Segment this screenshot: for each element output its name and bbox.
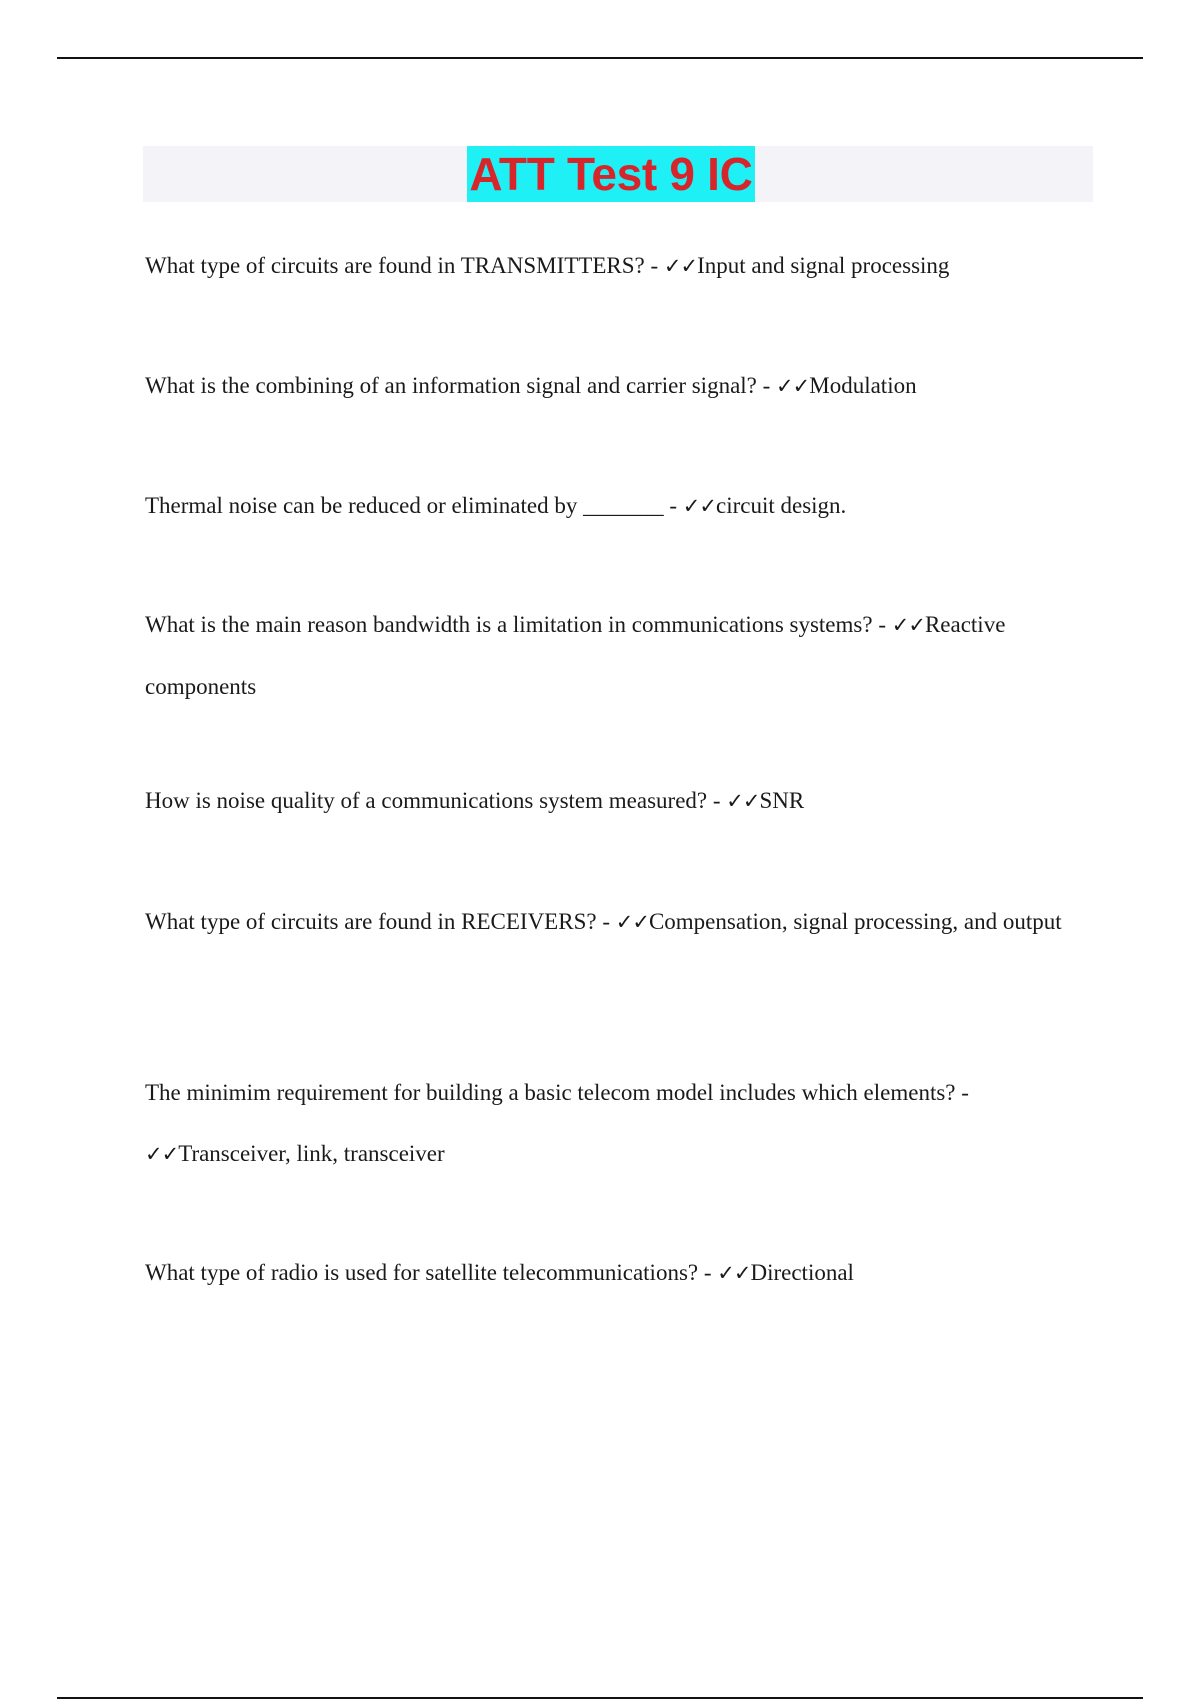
title-band — [143, 146, 1093, 202]
separator: - — [644, 253, 664, 278]
answer-text: Compensation, signal processing, and output — [648, 909, 1062, 934]
question-text: What type of radio is used for satellite telecommunications? — [145, 1260, 699, 1285]
check-icon: ✓✓ — [145, 1142, 179, 1166]
answer-text: Transceiver, link, transceiver — [178, 1141, 445, 1166]
top-rule — [57, 57, 1143, 59]
check-icon: ✓✓ — [717, 1261, 751, 1285]
qa-item — [145, 235, 1075, 297]
qa-item — [145, 891, 1075, 953]
question-text: How is noise quality of a communications system measured? — [145, 788, 708, 813]
bottom-rule — [57, 1697, 1143, 1699]
check-icon: ✓✓ — [776, 374, 810, 398]
separator: - — [756, 373, 777, 398]
check-icon: ✓✓ — [663, 254, 698, 278]
answer-text: circuit design. — [715, 493, 847, 518]
document-title: ATT Test 9 IC — [469, 148, 753, 200]
qa-item — [145, 1062, 1075, 1185]
answer-text: Directional — [750, 1260, 854, 1285]
qa-item — [145, 355, 1075, 417]
qa-item — [145, 770, 1075, 832]
question-text: What type of circuits are found in RECEIVERS? — [145, 909, 597, 934]
answer-text: Modulation — [809, 373, 917, 398]
answer-text: Input and signal processing — [697, 253, 950, 278]
question-text: What is the combining of an information signal and carrier signal? — [145, 373, 757, 398]
separator: - — [663, 493, 683, 518]
qa-item — [145, 1242, 1075, 1304]
answer-text: Reactive components — [145, 612, 1006, 699]
title-wrap — [143, 146, 1093, 202]
separator: - — [955, 1080, 969, 1105]
check-icon: ✓✓ — [682, 494, 716, 518]
question-text: What type of circuits are found in TRANSMITTERS? — [145, 253, 645, 278]
question-text: The minimim requirement for building a basic telecom model includes which elements? — [145, 1080, 956, 1105]
qa-item — [145, 594, 1075, 717]
answer-text: SNR — [759, 788, 805, 813]
separator: - — [698, 1260, 718, 1285]
check-icon: ✓✓ — [891, 613, 925, 637]
check-icon: ✓✓ — [615, 910, 649, 934]
qa-item — [145, 475, 1075, 537]
separator: - — [596, 909, 616, 934]
question-text: What is the main reason bandwidth is a limitation in communications systems? — [145, 612, 873, 637]
check-icon: ✓✓ — [726, 789, 760, 813]
separator: - — [872, 612, 892, 637]
question-text: Thermal noise can be reduced or eliminated by _______ — [145, 493, 664, 518]
separator: - — [707, 788, 727, 813]
